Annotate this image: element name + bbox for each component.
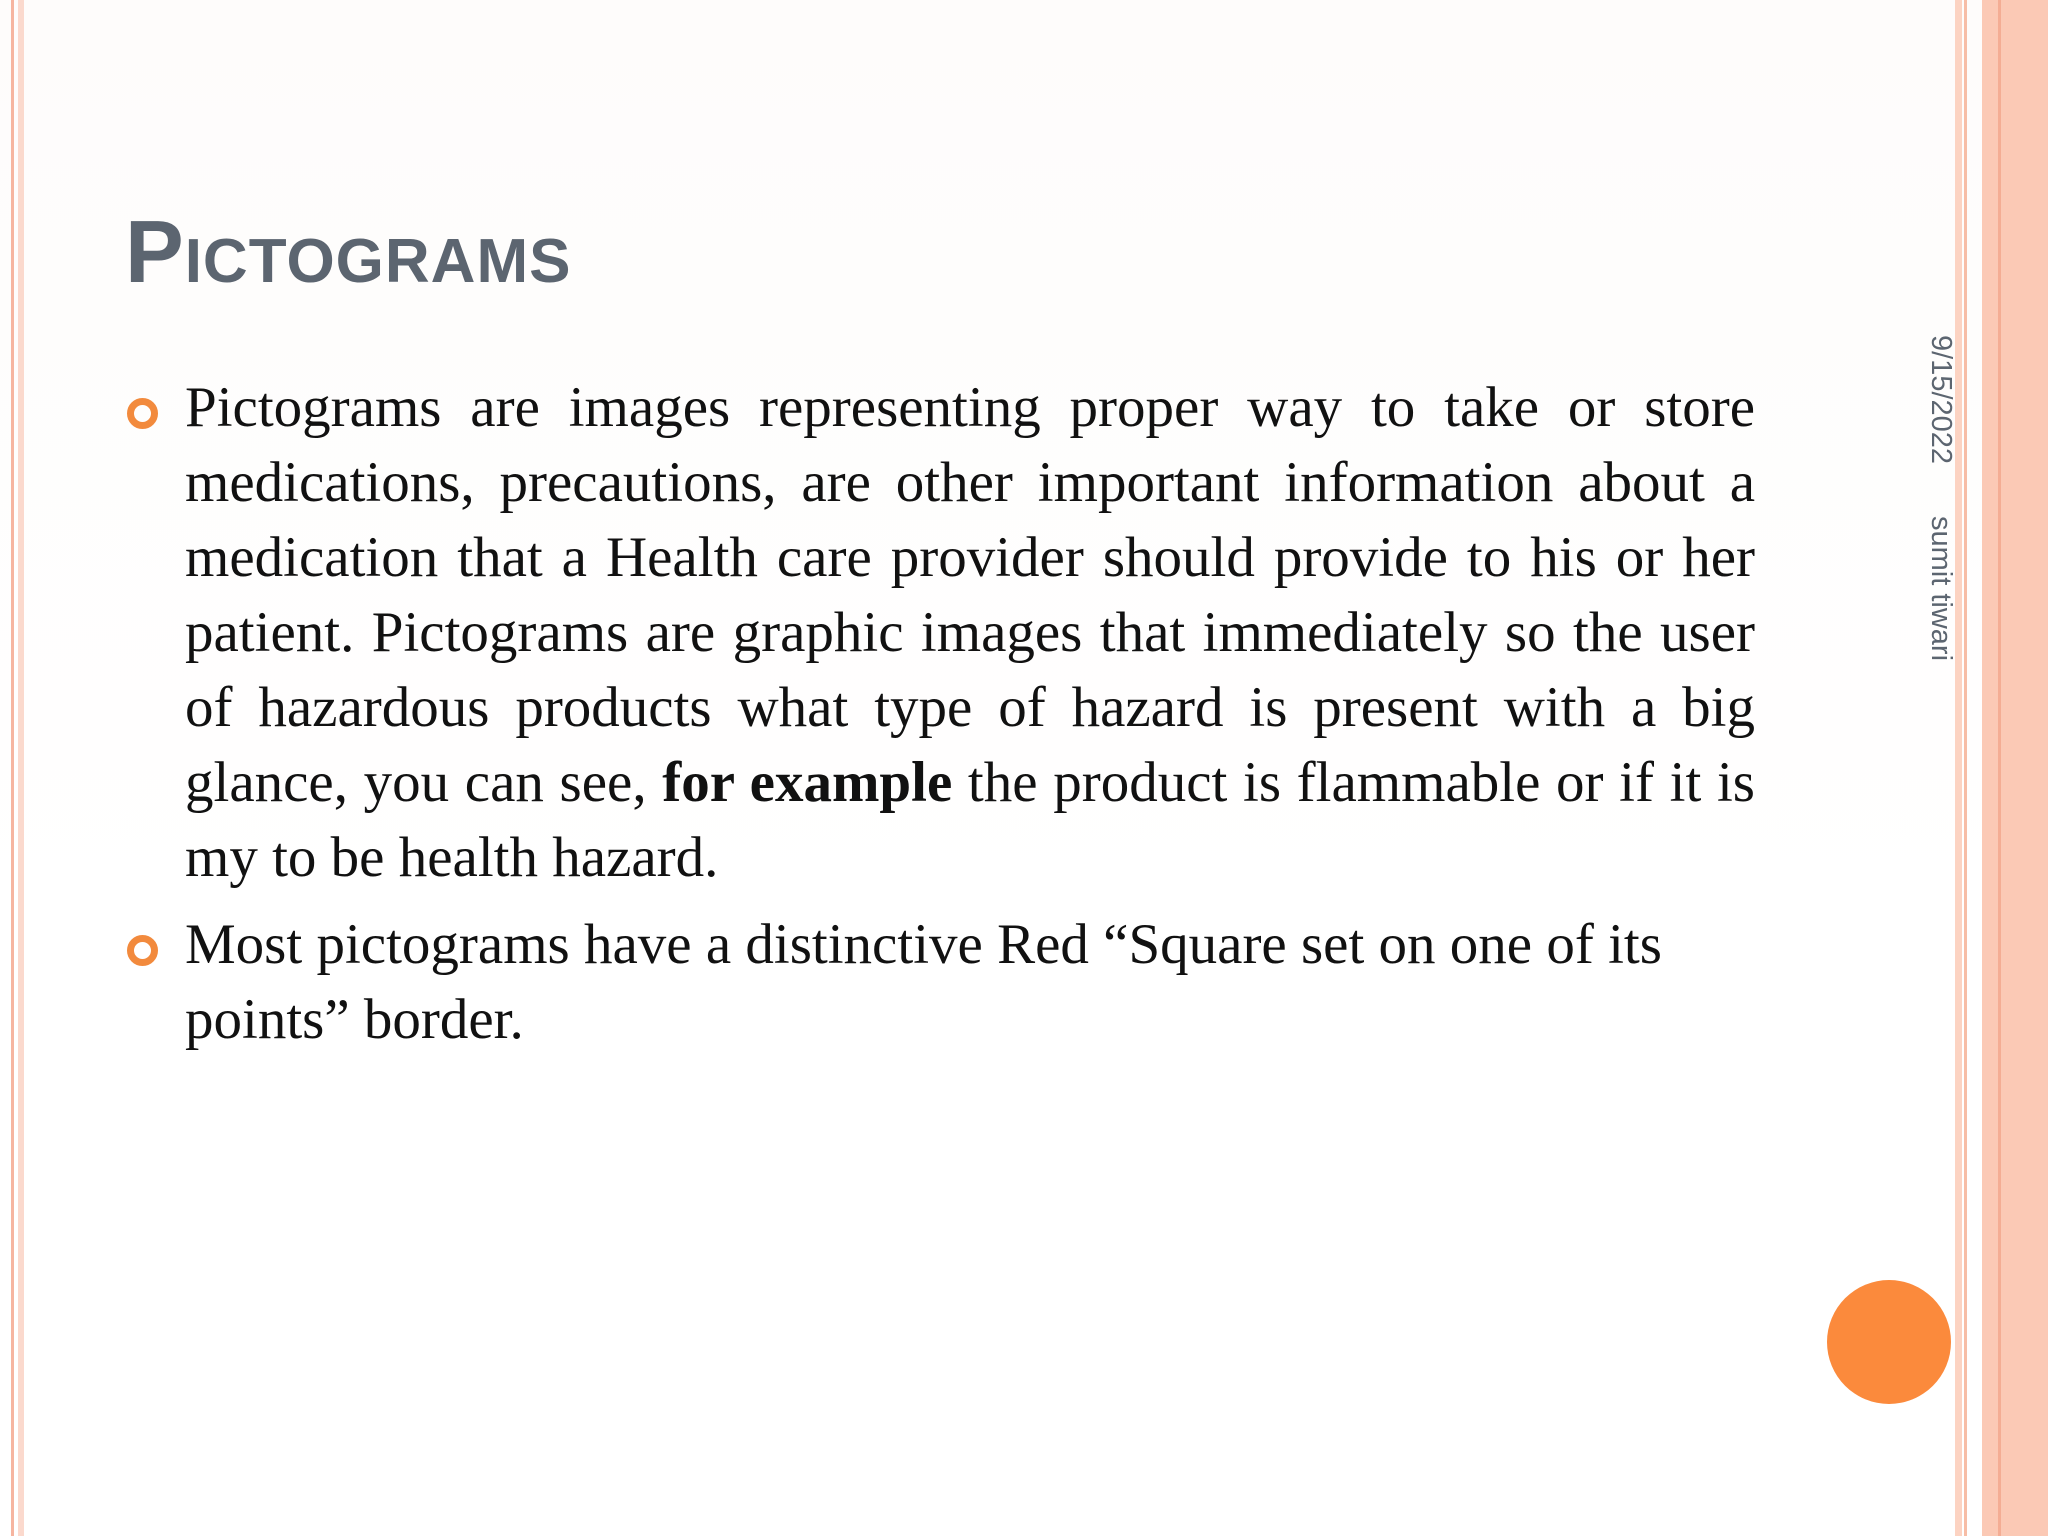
right-border-band <box>1955 0 1962 1536</box>
right-border-inner-line <box>1998 0 2001 1536</box>
bullet-item <box>125 907 1755 1057</box>
slide-content <box>125 370 1755 1069</box>
left-border-line <box>11 0 14 1536</box>
bullet-text-continued: the product is flammable or if it is my to be health hazard. <box>185 751 1755 889</box>
left-border-band <box>18 0 24 1536</box>
side-footer <box>1925 335 1965 755</box>
right-border-strip <box>1982 0 2048 1536</box>
decorative-orange-circle <box>1827 1280 1951 1404</box>
slide-title: Pictograms <box>125 202 572 301</box>
slide-date: 9/15/2022 <box>1925 335 1957 465</box>
bullet-text: Pictograms are images representing proper way to take or store medications, precautions, are other important information about a medication that a Health care provider should provide to his or her patient. Pictograms are graphic images that immediately so the user of hazardous products what type of hazard is present with a big glance, you can see, <box>185 376 1755 814</box>
bullet-emphasis: for example <box>662 751 953 814</box>
bullet-text: Most pictograms have a distinctive Red “Square set on one of its points” border. <box>185 913 1662 1051</box>
right-border-line <box>1964 0 1967 1536</box>
slide-author: sumit tiwari <box>1925 516 1957 662</box>
bullet-item <box>125 370 1755 895</box>
bullet-circle-icon <box>127 398 158 429</box>
side-footer-text <box>1926 335 1955 661</box>
bullet-circle-icon <box>127 935 158 966</box>
